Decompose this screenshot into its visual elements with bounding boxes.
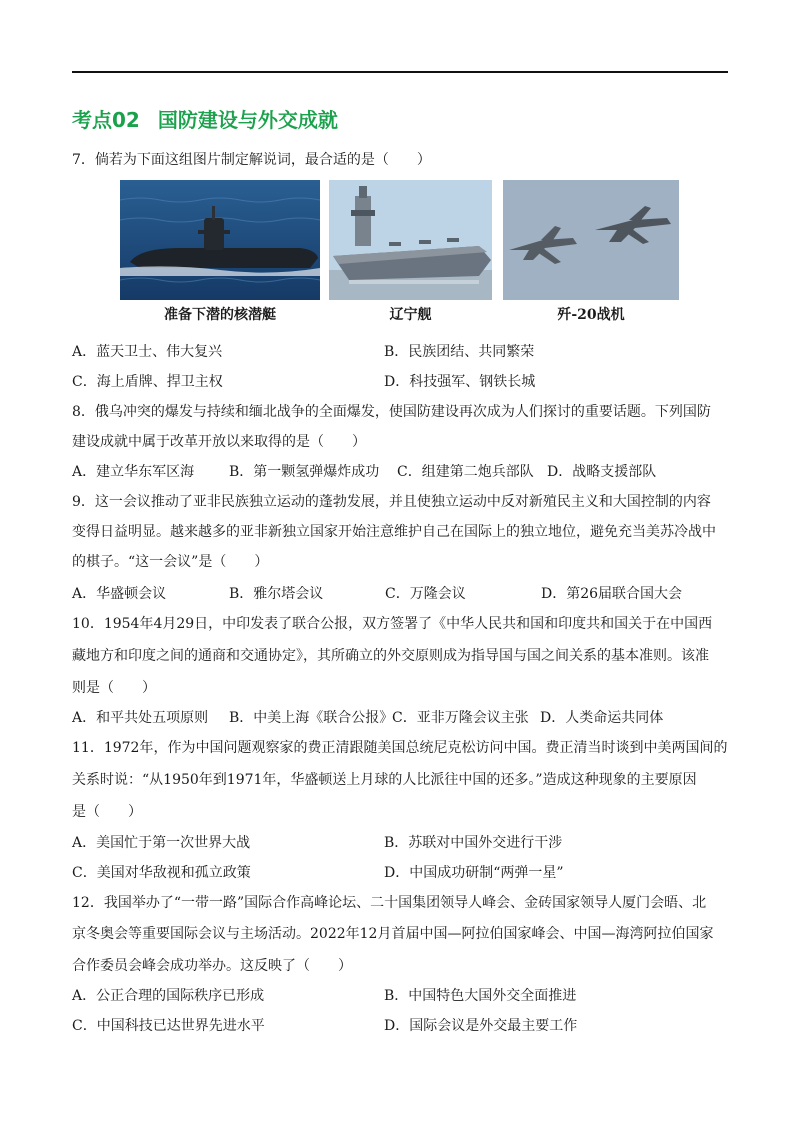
caption-submarine: 准备下潜的核潜艇 (164, 307, 276, 323)
q11-stem-line-1: 11．1972年，作为中国问题观察家的费正清跟随美国总统尼克松访问中国。费正清当时谈到中美两国间的 (72, 740, 728, 756)
jet-image (503, 180, 679, 300)
q8-option-a[interactable]: A．建立华东军区海 (72, 464, 195, 480)
q12-option-a[interactable]: A．公正合理的国际秩序已形成 (72, 988, 265, 1004)
q9-option-a[interactable]: A．华盛顿会议 (72, 586, 167, 602)
q7-option-c[interactable]: C．海上盾牌、捍卫主权 (72, 374, 223, 390)
q10-option-b[interactable]: B．中美上海《联合公报》 (229, 710, 394, 726)
q11-option-c[interactable]: C．美国对华敌视和孤立政策 (72, 865, 251, 881)
q12-stem-line-1: 12．我国举办了“一带一路”国际合作高峰论坛、二十国集团领导人峰会、金砖国家领导人厦门会晤、北 (72, 895, 707, 911)
q12-option-b[interactable]: B．中国特色大国外交全面推进 (384, 988, 577, 1004)
q10-option-c[interactable]: C．亚非万隆会议主张 (392, 710, 529, 726)
header-rule (72, 71, 728, 73)
q12-stem-line-3: 合作委员会峰会成功举办。这反映了（ ） (72, 958, 352, 974)
q11-stem-line-2: 关系时说：“从1950年到1971年，华盛顿送上月球的人比派往中国的还多。”造成这种现象的主要原因 (72, 772, 697, 788)
q10-stem-line-3: 则是（ ） (72, 680, 156, 696)
q12-stem-line-2: 京冬奥会等重要国际会议与主场活动。2022年12月首届中国—阿拉伯国家峰会、中国—海湾阿拉伯国家 (72, 926, 714, 942)
q8-option-c[interactable]: C．组建第二炮兵部队 (397, 464, 534, 480)
q11-option-d[interactable]: D．中国成功研制“两弹一星” (384, 865, 564, 881)
submarine-image (120, 180, 320, 300)
section-name: 国防建设与外交成就 (157, 108, 338, 132)
submarine-icon (120, 180, 320, 300)
caption-jet: 歼-20战机 (557, 307, 625, 323)
section-title (72, 104, 338, 133)
q10-option-a[interactable]: A．和平共处五项原则 (72, 710, 209, 726)
q9-option-c[interactable]: C．万隆会议 (385, 586, 466, 602)
q9-stem-line-3: 的棋子。“这一会议”是（ ） (72, 554, 269, 570)
aircraft-carrier-icon (329, 180, 492, 300)
q11-stem-line-3: 是（ ） (72, 804, 142, 820)
q10-stem-line-2: 藏地方和印度之间的通商和交通协定》，其所确立的外交原则成为指导国与国之间关系的基本准则。该准 (72, 648, 709, 664)
q8-stem-line-2: 建设成就中属于改革开放以来取得的是（ ） (72, 434, 366, 450)
carrier-image (329, 180, 492, 300)
q9-stem-line-1: 9．这一会议推动了亚非民族独立运动的蓬勃发展，并且使独立运动中反对新殖民主义和大国控制的内容 (72, 494, 711, 510)
q9-stem-line-2: 变得日益明显。越来越多的亚非新独立国家开始注意维护自己在国际上的独立地位，避免充当美苏冷战中 (72, 524, 716, 540)
caption-carrier: 辽宁舰 (389, 307, 432, 323)
q10-option-d[interactable]: D．人类命运共同体 (540, 710, 664, 726)
q8-stem-line-1: 8．俄乌冲突的爆发与持续和缅北战争的全面爆发，使国防建设再次成为人们探讨的重要话题。下列国防 (72, 404, 711, 420)
q10-stem-line-1: 10．1954年4月29日，中印发表了联合公报，双方签署了《中华人民共和国和印度共和国关于在中国西 (72, 616, 713, 632)
section-code: 考点02 (72, 108, 140, 132)
q8-option-b[interactable]: B．第一颗氢弹爆炸成功 (229, 464, 380, 480)
fighter-jet-icon (503, 180, 679, 300)
q9-option-b[interactable]: B．雅尔塔会议 (229, 586, 324, 602)
q12-option-d[interactable]: D．国际会议是外交最主要工作 (384, 1018, 578, 1034)
q11-option-b[interactable]: B．苏联对中国外交进行干涉 (384, 835, 563, 851)
q7-option-a[interactable]: A．蓝天卫士、伟大复兴 (72, 344, 223, 360)
q7-option-b[interactable]: B．民族团结、共同繁荣 (384, 344, 535, 360)
q7-option-d[interactable]: D．科技强军、钢铁长城 (384, 374, 536, 390)
q12-option-c[interactable]: C．中国科技已达世界先进水平 (72, 1018, 265, 1034)
q8-option-d[interactable]: D．战略支援部队 (547, 464, 657, 480)
q9-option-d[interactable]: D．第26届联合国大会 (541, 586, 683, 602)
q7-stem: 7．倘若为下面这组图片制定解说词，最合适的是（ ） (72, 152, 431, 168)
q11-option-a[interactable]: A．美国忙于第一次世界大战 (72, 835, 251, 851)
